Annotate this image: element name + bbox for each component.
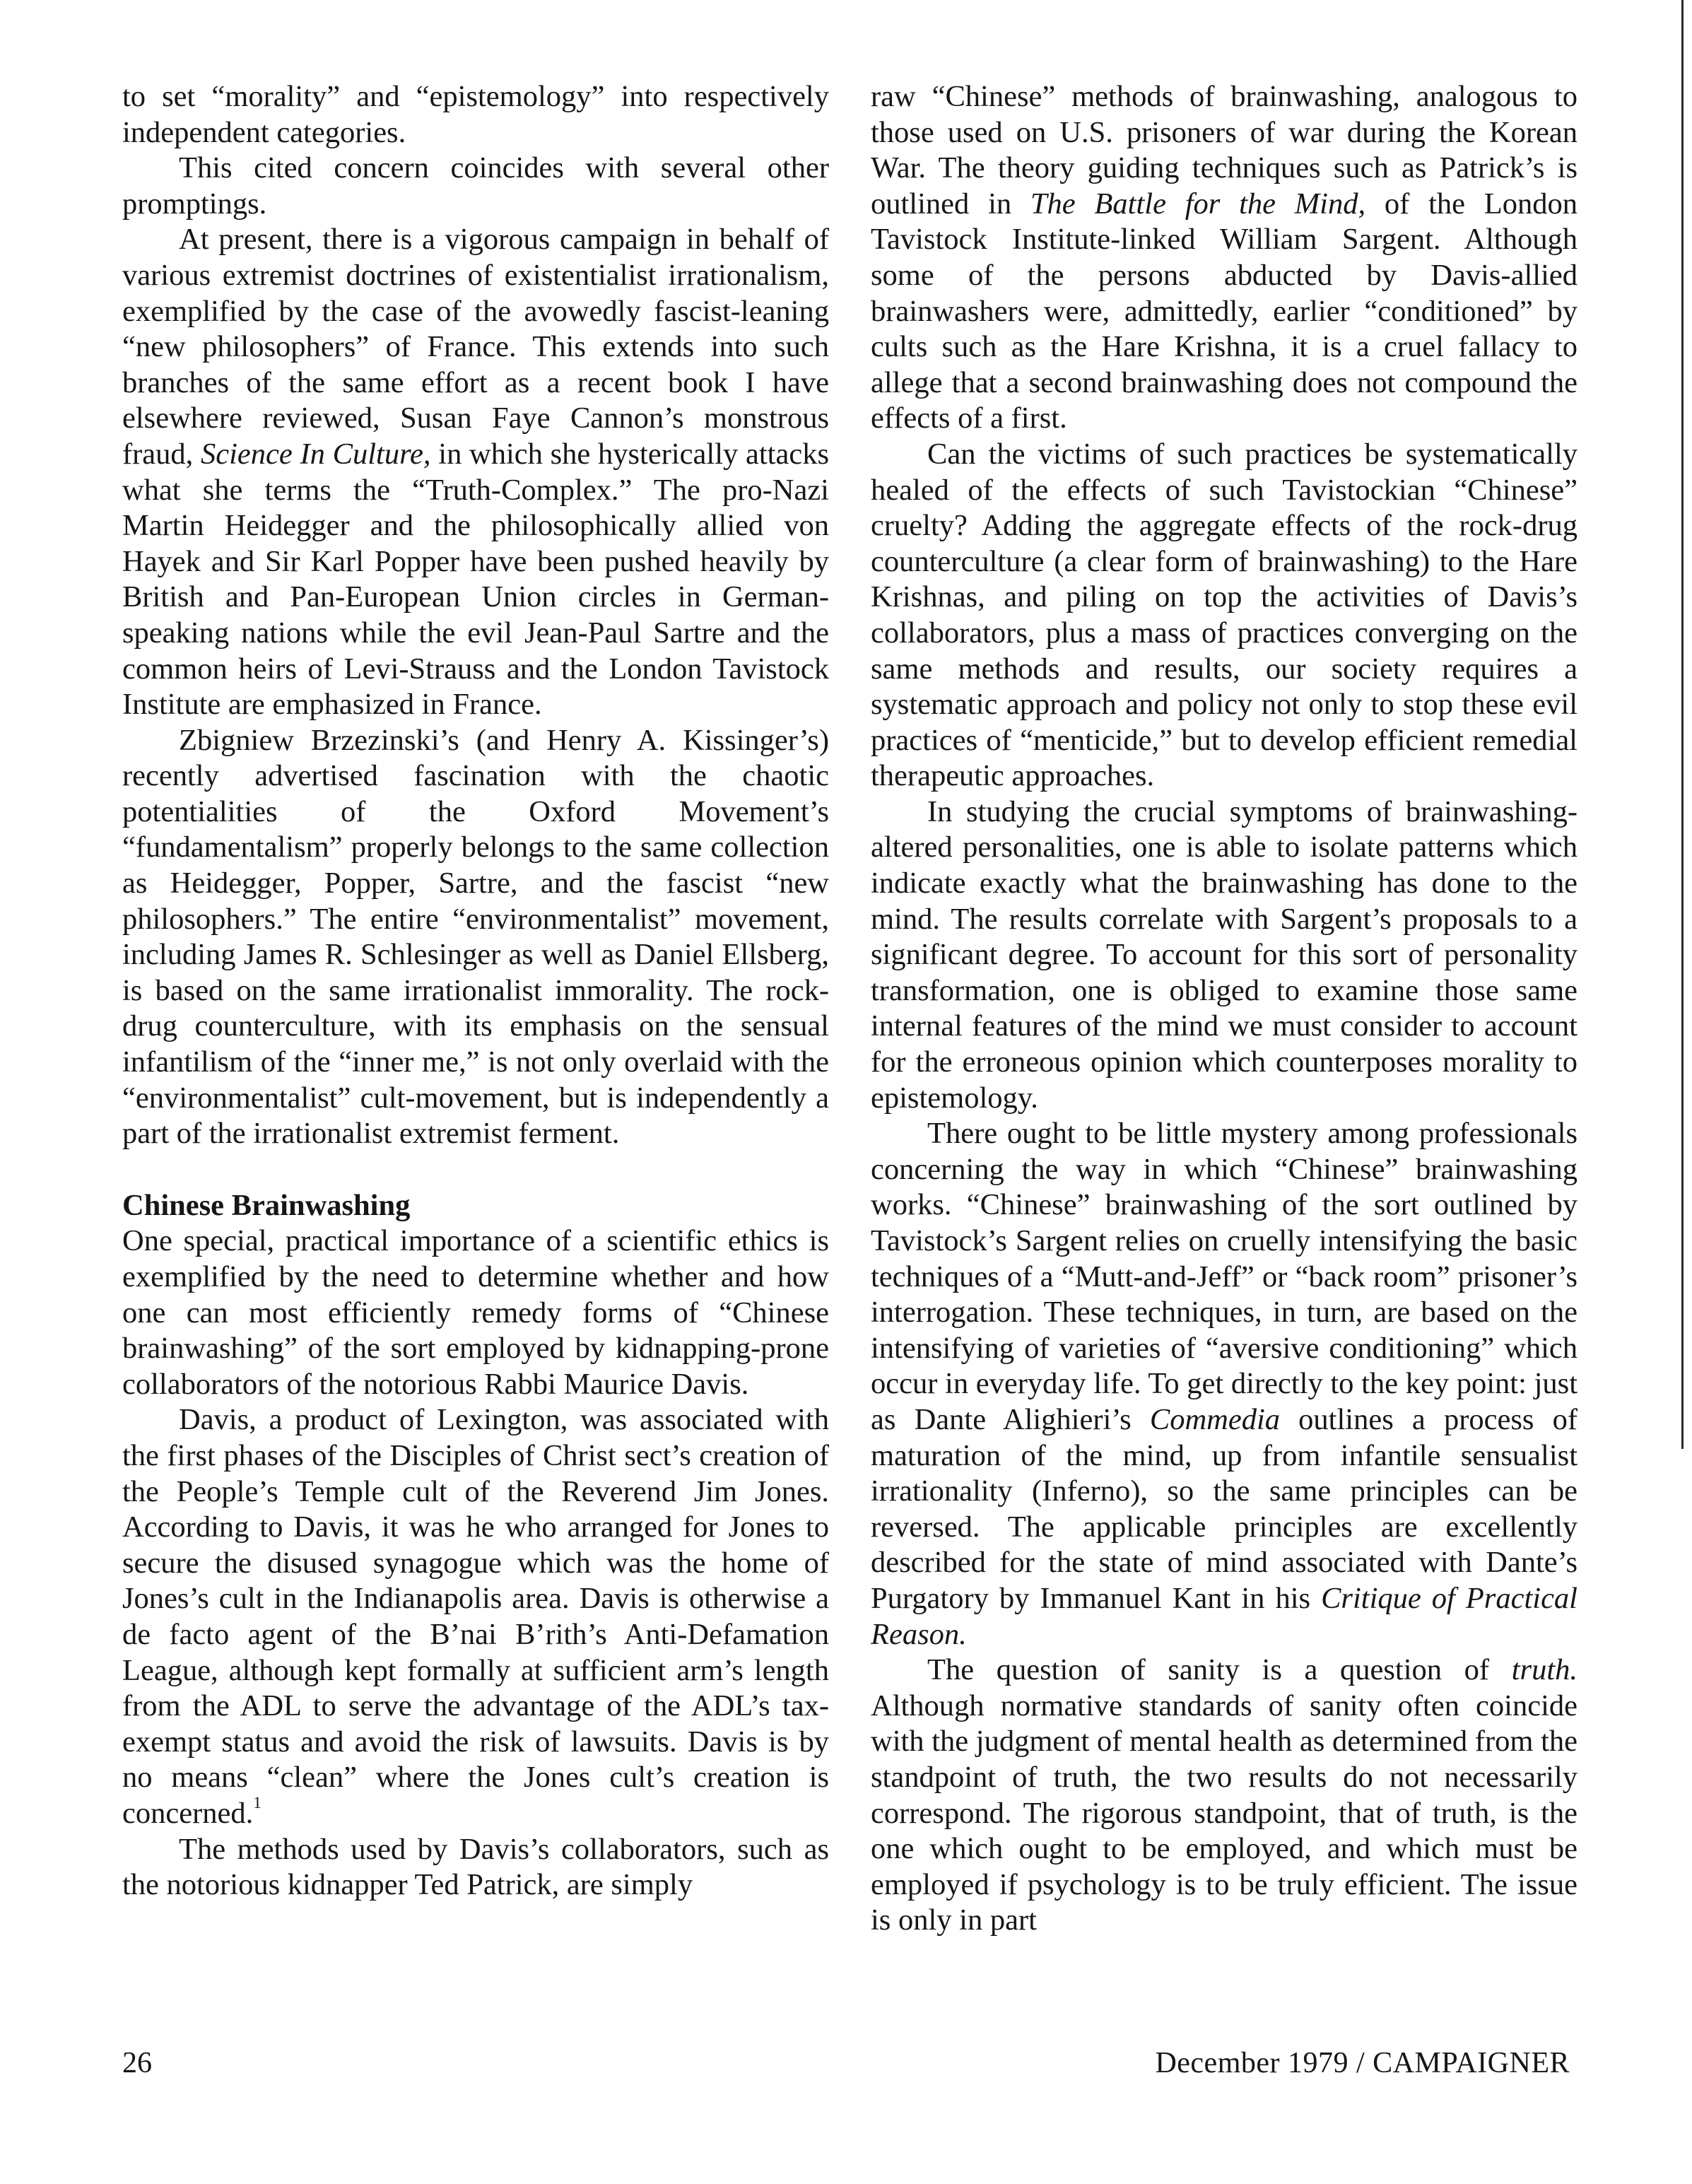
paragraph: In studying the crucial symptoms of brainwashing-altered personalities, one is able to isolate patterns which indicate exactly what the brainwashing has done to the mind. The results correlate with Sargent’s proposals to a significant degree. To account for this sort of personality transformation, one is obliged to examine those same internal features of the mind we must consider to account for the erroneous opinion which counterposes morality to epistemology. [871,794,1578,1115]
paragraph: This cited concern coincides with several other promptings. [122,151,829,221]
emphasis: truth. [1511,1653,1578,1687]
book-title: Science In Culture, [201,437,431,471]
text-run: in which she hysterically attacks what she terms the “Truth-Complex.” The pro-Nazi Martin Heidegger and the philosophically allied von Hayek and Sir Karl Popper have been pushed heavily by British and Pan-European Union circles in German-speaking nations while the evil Jean-Paul Sartre and the common heirs of Levi-Strauss and the London Tavistock Institute are emphasized in France. [122,437,829,722]
text-run: The question of sanity is a question of [927,1653,1512,1687]
scan-edge-line [1681,0,1684,1449]
text-run: Davis, a product of Lexington, was associated with the first phases of the Disciples of Christ sect’s creation of the People’s Temple cult of the Reverend Jim Jones. According to Davis, it was he who arranged for Jones to secure the disused synagogue which was the home of Jones’s cult in the Indianapolis area. Davis is otherwise a de facto agent of the B’nai B’rith’s Anti-Defamation League, although kept formally at sufficient arm’s length from the ADL to serve the advantage of the ADL’s tax-exempt status and avoid the risk of lawsuits. Davis is by no means “clean” where the Jones cult’s creation is concerned. [122,1403,829,1830]
paragraph [871,1116,1578,1652]
running-footer: December 1979 / CAMPAIGNER [1155,2047,1570,2079]
paragraph: Zbigniew Brzezinski’s (and Henry A. Kissinger’s) recently advertised fascination with the chaotic potentialities of the Oxford Movement’s “fundamentalism” properly belongs to the same collection as Heidegger, Popper, Sartre, and the fascist “new philosophers.” The entire “environmentalist” movement, including James R. Schlesinger as well as Daniel Ellsberg, is based on the same irrationalist immorality. The rock-drug counterculture, with its emphasis on the sensual infantilism of the “inner me,” is not only overlaid with the “environmentalist” cult-movement, but is independently a part of the irrationalist extremist ferment. [122,723,829,1151]
book-title: Critique of Practical Reason. [871,1581,1578,1651]
paragraph: One special, practical importance of a scientific ethics is exemplified by the need to determine whether and how one can most efficiently remedy forms of “Chinese brainwashing” of the sort employed by kidnapping-prone collaborators of the notorious Rabbi Maurice Davis. [122,1224,829,1401]
book-title: Commedia [1149,1402,1280,1436]
text-run: There ought to be little mystery among professionals concerning the way in which “Chinese” brainwashing works. “Chinese” brainwashing of the sort outlined by Tavistock’s Sargent relies on cruelly intensifying the basic techniques of a “Mutt-and-Jeff” or “back room” prisoner’s interrogation. These techniques, in turn, are based on the intensifying of varieties of “aversive conditioning” which occur in everyday life. To get directly to the key point: just as Dante Alighieri’s [871,1117,1578,1436]
paragraph [871,1652,1578,1939]
text-run: outlines a process of maturation of the mind, up from infantile sensualist irrationality (Inferno), so the same principles can be reversed. The applicable principles are excellently described for the state of mind associated with Dante’s Purgatory by Immanuel Kant in his [871,1402,1578,1615]
paragraph [122,1402,829,1831]
book-title: The Battle for the Mind, [1030,187,1366,221]
paragraph: Can the victims of such practices be systematically healed of the effects of such Tavistockian “Chinese” cruelty? Adding the aggregate effects of the rock-drug counterculture (a clear form of brainwashing) to the Hare Krishnas, and piling on top the activities of Davis’s collaborators, plus a mass of practices converging on the same methods and results, our society requires a systematic approach and policy not only to stop these evil practices of “menticide,” but to develop efficient remedial therapeutic approaches. [871,437,1578,793]
footnote-marker: 1 [253,1793,262,1812]
paragraph [122,222,829,722]
paragraph: The methods used by Davis’s collaborators, such as the notorious kidnapper Ted Patrick, are simply [122,1832,829,1902]
text-run: Although normative standards of sanity often coincide with the judgment of mental health as determined from the standpoint of truth, the two results do not necessarily correspond. The rigorous standpoint, that of truth, is the one which ought to be employed, and which must be employed if psychology is to be truly efficient. The issue is only in part [871,1689,1578,1937]
text-run: raw “Chinese” methods of brainwashing, analogous to those used on U.S. prisoners of war during the Korean War. The theory guiding techniques such as Patrick’s is outlined in [871,80,1578,221]
page-number: 26 [122,2047,152,2079]
right-column [871,79,1578,1939]
paragraph: to set “morality” and “epistemology” into respectively independent categories. [122,80,829,149]
text-run: At present, there is a vigorous campaign in behalf of various extremist doctrines of existentialist irrationalism, exemplified by the case of the avowedly fascist-leaning “new philosophers” of France. This extends into such branches of the same effort as a recent book I have elsewhere reviewed, Susan Faye Cannon’s monstrous fraud, [122,223,829,471]
section-heading: Chinese Brainwashing [122,1188,411,1222]
text-run: of the London Tavistock Institute-linked William Sargent. Although some of the persons abducted by Davis-allied brainwashers were, admittedly, earlier “conditioned” by cults such as the Hare Krishna, it is a cruel fallacy to allege that a second brainwashing does not compound the effects of a first. [871,187,1578,435]
left-column [122,79,829,1903]
paragraph [871,79,1578,437]
